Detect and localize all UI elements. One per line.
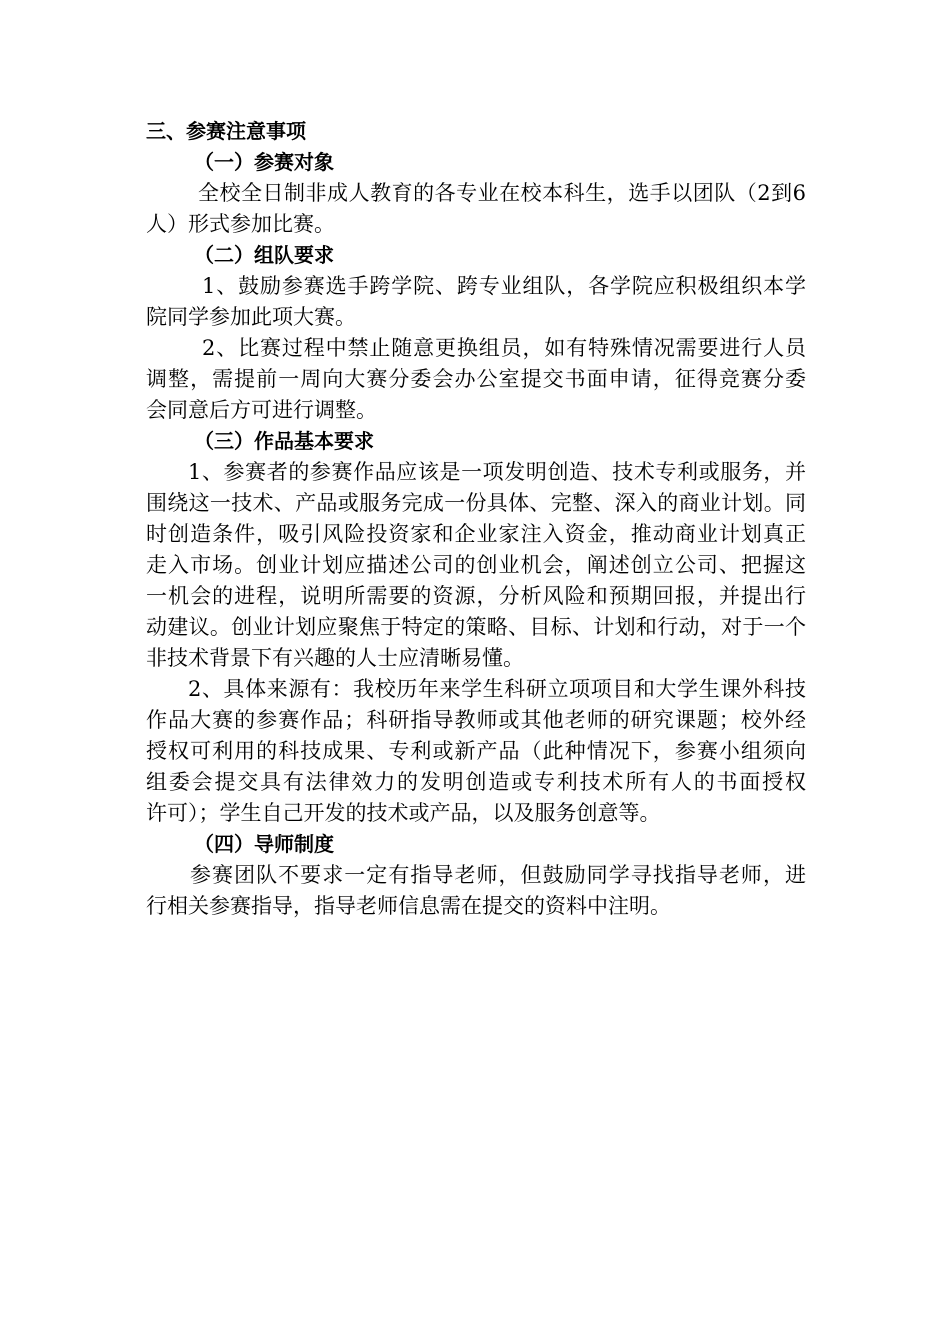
subsection-heading-mentor: （四）导师制度: [194, 832, 334, 856]
subsection-heading-participants: （一）参赛对象: [194, 150, 334, 174]
paragraph-participants: [146, 178, 806, 240]
paragraph-line: 调整，需提前一周向大赛分委会办公室提交书面申请，征得竞赛分委: [146, 367, 806, 391]
subsection-heading-work: （三）作品基本要求: [194, 429, 374, 453]
paragraph-line: 走入市场。创业计划应描述公司的创业机会，阐述创立公司、把握这: [146, 553, 806, 577]
paragraph-team-1: [146, 271, 806, 333]
paragraph-line: 动建议。创业计划应聚焦于特定的策略、目标、计划和行动，对于一个: [146, 615, 806, 639]
paragraph-line: 全校全日制非成人教育的各专业在校本科生，选手以团队（2到6: [198, 181, 806, 205]
paragraph-line: 2、具体来源有：我校历年来学生科研立项项目和大学生课外科技: [188, 677, 806, 701]
paragraph-line: 1、参赛者的参赛作品应该是一项发明创造、技术专利或服务，并: [188, 460, 806, 484]
paragraph-work-1: [146, 457, 806, 674]
document-page: [146, 116, 806, 922]
paragraph-line: 2、比赛过程中禁止随意更换组员，如有特殊情况需要进行人员: [202, 336, 806, 360]
paragraph-line: 参赛团队不要求一定有指导老师，但鼓励同学寻找指导老师，进: [190, 863, 806, 887]
section-title: 三、参赛注意事项: [146, 119, 306, 143]
paragraph-mentor: [146, 860, 806, 922]
paragraph-line: 时创造条件，吸引风险投资家和企业家注入资金，推动商业计划真正: [146, 522, 806, 546]
paragraph-line: 围绕这一技术、产品或服务完成一份具体、完整、深入的商业计划。同: [146, 491, 806, 515]
subsection-heading-team: （二）组队要求: [194, 243, 334, 267]
paragraph-line: 院同学参加此项大赛。: [146, 305, 356, 329]
paragraph-work-2: [146, 674, 806, 829]
paragraph-line: 人）形式参加比赛。: [146, 212, 335, 236]
paragraph-line: 授权可利用的科技成果、专利或新产品（此种情况下，参赛小组须向: [146, 739, 806, 763]
paragraph-line: 组委会提交具有法律效力的发明创造或专利技术所有人的书面授权: [146, 770, 806, 794]
paragraph-line: 1、鼓励参赛选手跨学院、跨专业组队，各学院应积极组织本学: [202, 274, 806, 298]
paragraph-team-2: [146, 333, 806, 426]
paragraph-line: 许可）；学生自己开发的技术或产品，以及服务创意等。: [146, 801, 661, 825]
paragraph-line: 会同意后方可进行调整。: [146, 398, 377, 422]
paragraph-line: 作品大赛的参赛作品；科研指导教师或其他老师的研究课题；校外经: [146, 708, 806, 732]
paragraph-line: 一机会的进程，说明所需要的资源，分析风险和预期回报，并提出行: [146, 584, 806, 608]
paragraph-line: 非技术背景下有兴趣的人士应清晰易懂。: [146, 646, 524, 670]
paragraph-line: 行相关参赛指导，指导老师信息需在提交的资料中注明。: [146, 894, 671, 918]
